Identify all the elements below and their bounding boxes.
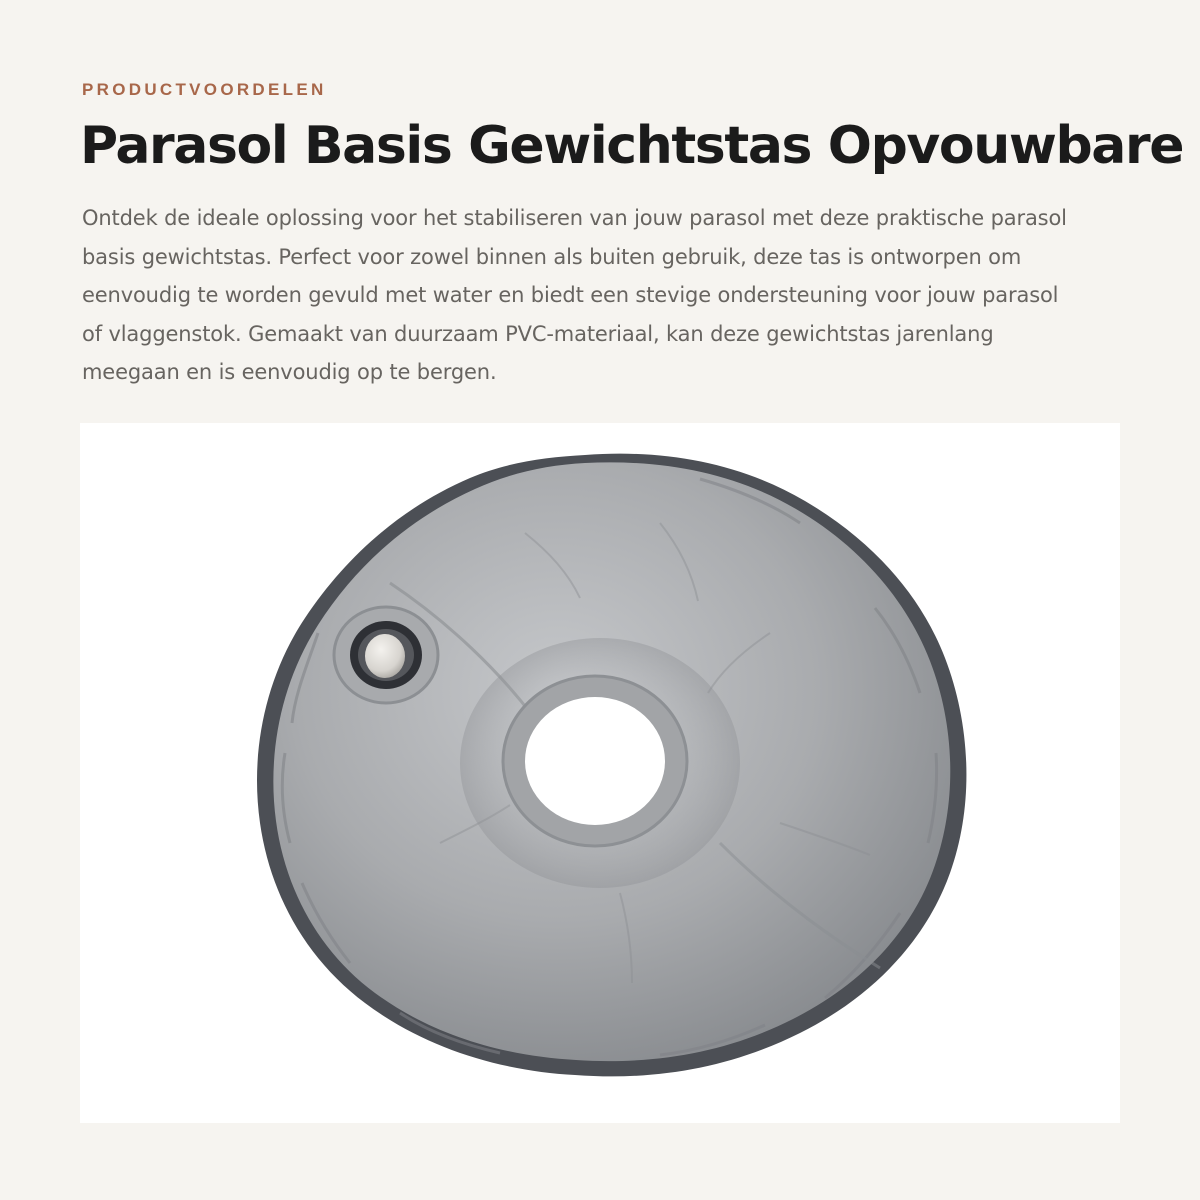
- product-title: Parasol Basis Gewichtstas Opvouwbare: [80, 116, 1184, 176]
- weight-bag-illustration: [80, 423, 1120, 1123]
- center-hole: [525, 697, 665, 825]
- product-description: Ontdek de ideale oplossing voor het stabiliseren van jouw parasol met deze praktische parasol basis gewichtstas. Perfect voor zowel binnen als buiten gebruik, deze tas is ontworpen om eenvoudig te worden gevuld met water en biedt een stevige ondersteuning voor jouw parasol of vlaggenstok. Gemaakt van duurzaam PVC-materiaal, kan deze gewichtstas jarenlang meegaan en is eenvoudig op te bergen.: [82, 206, 1067, 384]
- section-eyebrow: PRODUCTVOORDELEN: [82, 80, 327, 99]
- valve-icon: [334, 607, 438, 703]
- product-image: [80, 423, 1120, 1123]
